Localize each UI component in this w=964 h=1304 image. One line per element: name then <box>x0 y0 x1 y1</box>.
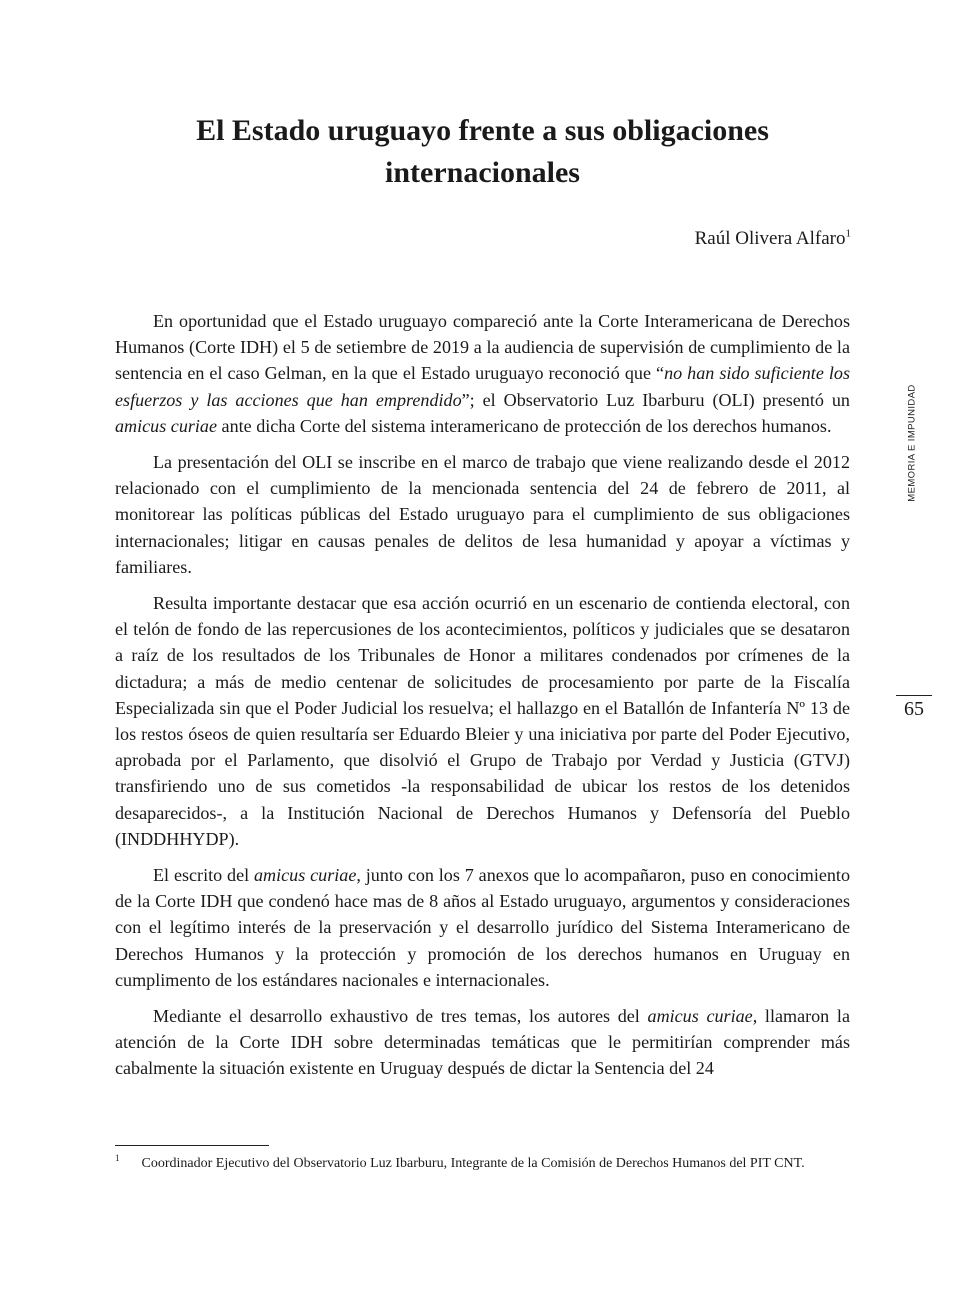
article-title-line-2: internacionales <box>385 156 580 189</box>
author-footnote-mark[interactable]: 1 <box>845 227 851 240</box>
footnote-separator <box>115 1145 269 1146</box>
paragraph-text: Resulta importante destacar que esa acción ocurrió en un escenario de contienda electoral, con el telón de fondo de las repercusiones de los acontecimientos, políticos y judiciales que se desataron a raíz de los resultados de los Tribunales de Honor a militares condenados por crímenes de la dictadura; a más de medio centenar de solicitudes de procesamiento por parte de la Fiscalía Especializada sin que el Poder Judicial los resuelva; el hallazgo en el Batallón de Infantería Nº 13 de los restos óseos de quien resultaría ser Eduardo Bleier y una iniciativa por parte del Poder Ejecutivo, aprobada por el Parlamento, que disolvió el Grupo de Trabajo por Verdad y Justicia (GTVJ) transfiriendo uno de sus cometidos -la responsabilidad de ubicar los restos de los detenidos desaparecidos-, a la Institución Nacional de Derechos Humanos y Defensoría del Pueblo (INDDHHYDP). <box>115 593 850 849</box>
italic-quote: no han sido suficiente los esfuerzos y las acciones que han emprendido <box>115 363 850 410</box>
paragraph-text: , llamaron la atención de la Corte IDH sobre determinadas temáticas que le permitirían comprender más cabalmente la situación existente en Uruguay después de dictar la Sentencia del 24 <box>115 1006 850 1079</box>
italic-term: amicus curiae <box>115 415 218 436</box>
paragraph-text: , junto con los 7 anexos que lo acompañaron, puso en conocimiento de la Corte IDH que condenó hace mas de 8 años al Estado uruguayo, argumentos y consideraciones con el legítimo interés de la preservación y el desarrollo jurídico del Sistema Interamericano de Derechos Humanos y la protección y promoción de los derechos humanos en Uruguay en cumplimento de los estándares nacionales e internacionales. <box>115 865 850 990</box>
paragraph-text: ante dicha Corte del sistema interamericano de protección de los derechos humanos. <box>217 415 832 436</box>
footnote-mark: 1 <box>115 1153 120 1164</box>
footnote <box>115 1153 850 1174</box>
article-title <box>115 110 850 194</box>
italic-term: amicus curiae <box>254 865 357 886</box>
italic-term: amicus curiae <box>647 1006 753 1027</box>
paragraph-1 <box>115 308 850 439</box>
running-head-text: MEMORIA E IMPUNIDAD <box>906 384 918 502</box>
paragraph-5 <box>115 1003 850 1082</box>
paragraph-text: ”; el Observatorio Luz Ibarburu (OLI) presentó un <box>461 389 850 410</box>
article-title-line-1: El Estado uruguayo frente a sus obligaciones <box>196 114 769 147</box>
page-number: 65 <box>904 698 924 720</box>
paragraph-text: El escrito del <box>153 865 254 886</box>
paragraph-3 <box>115 590 850 852</box>
paragraph-text: La presentación del OLI se inscribe en el marco de trabajo que viene realizando desde el 2012 relacionado con el cumplimiento de la mencionada sentencia del 24 de febrero de 2011, al monitorear las políticas públicas del Estado uruguayo para el cumplimiento de sus obligaciones internacionales; litigar en causas penales de delitos de lesa humanidad y apoyar a víctimas y familiares. <box>115 452 850 577</box>
author-name: Raúl Olivera Alfaro <box>694 228 846 249</box>
article-author <box>695 228 851 250</box>
paragraph-4 <box>115 862 850 993</box>
page-number-rule <box>896 695 932 696</box>
article-body <box>115 308 850 1092</box>
paragraph-text: En oportunidad que el Estado uruguayo compareció ante la Corte Interamericana de Derechos Humanos (Corte IDH) el 5 de setiembre de 2019 a la audiencia de supervisión de cumplimiento de la sentencia en el caso Gelman, en la que el Estado uruguayo reconoció que “ <box>115 311 850 384</box>
footnote-text: Coordinador Ejecutivo del Observatorio Luz Ibarburu, Integrante de la Comisión de Derechos Humanos del PIT CNT. <box>141 1156 805 1171</box>
running-head <box>904 368 920 518</box>
paragraph-text: Mediante el desarrollo exhaustivo de tres temas, los autores del <box>153 1006 648 1027</box>
paragraph-2 <box>115 449 850 580</box>
